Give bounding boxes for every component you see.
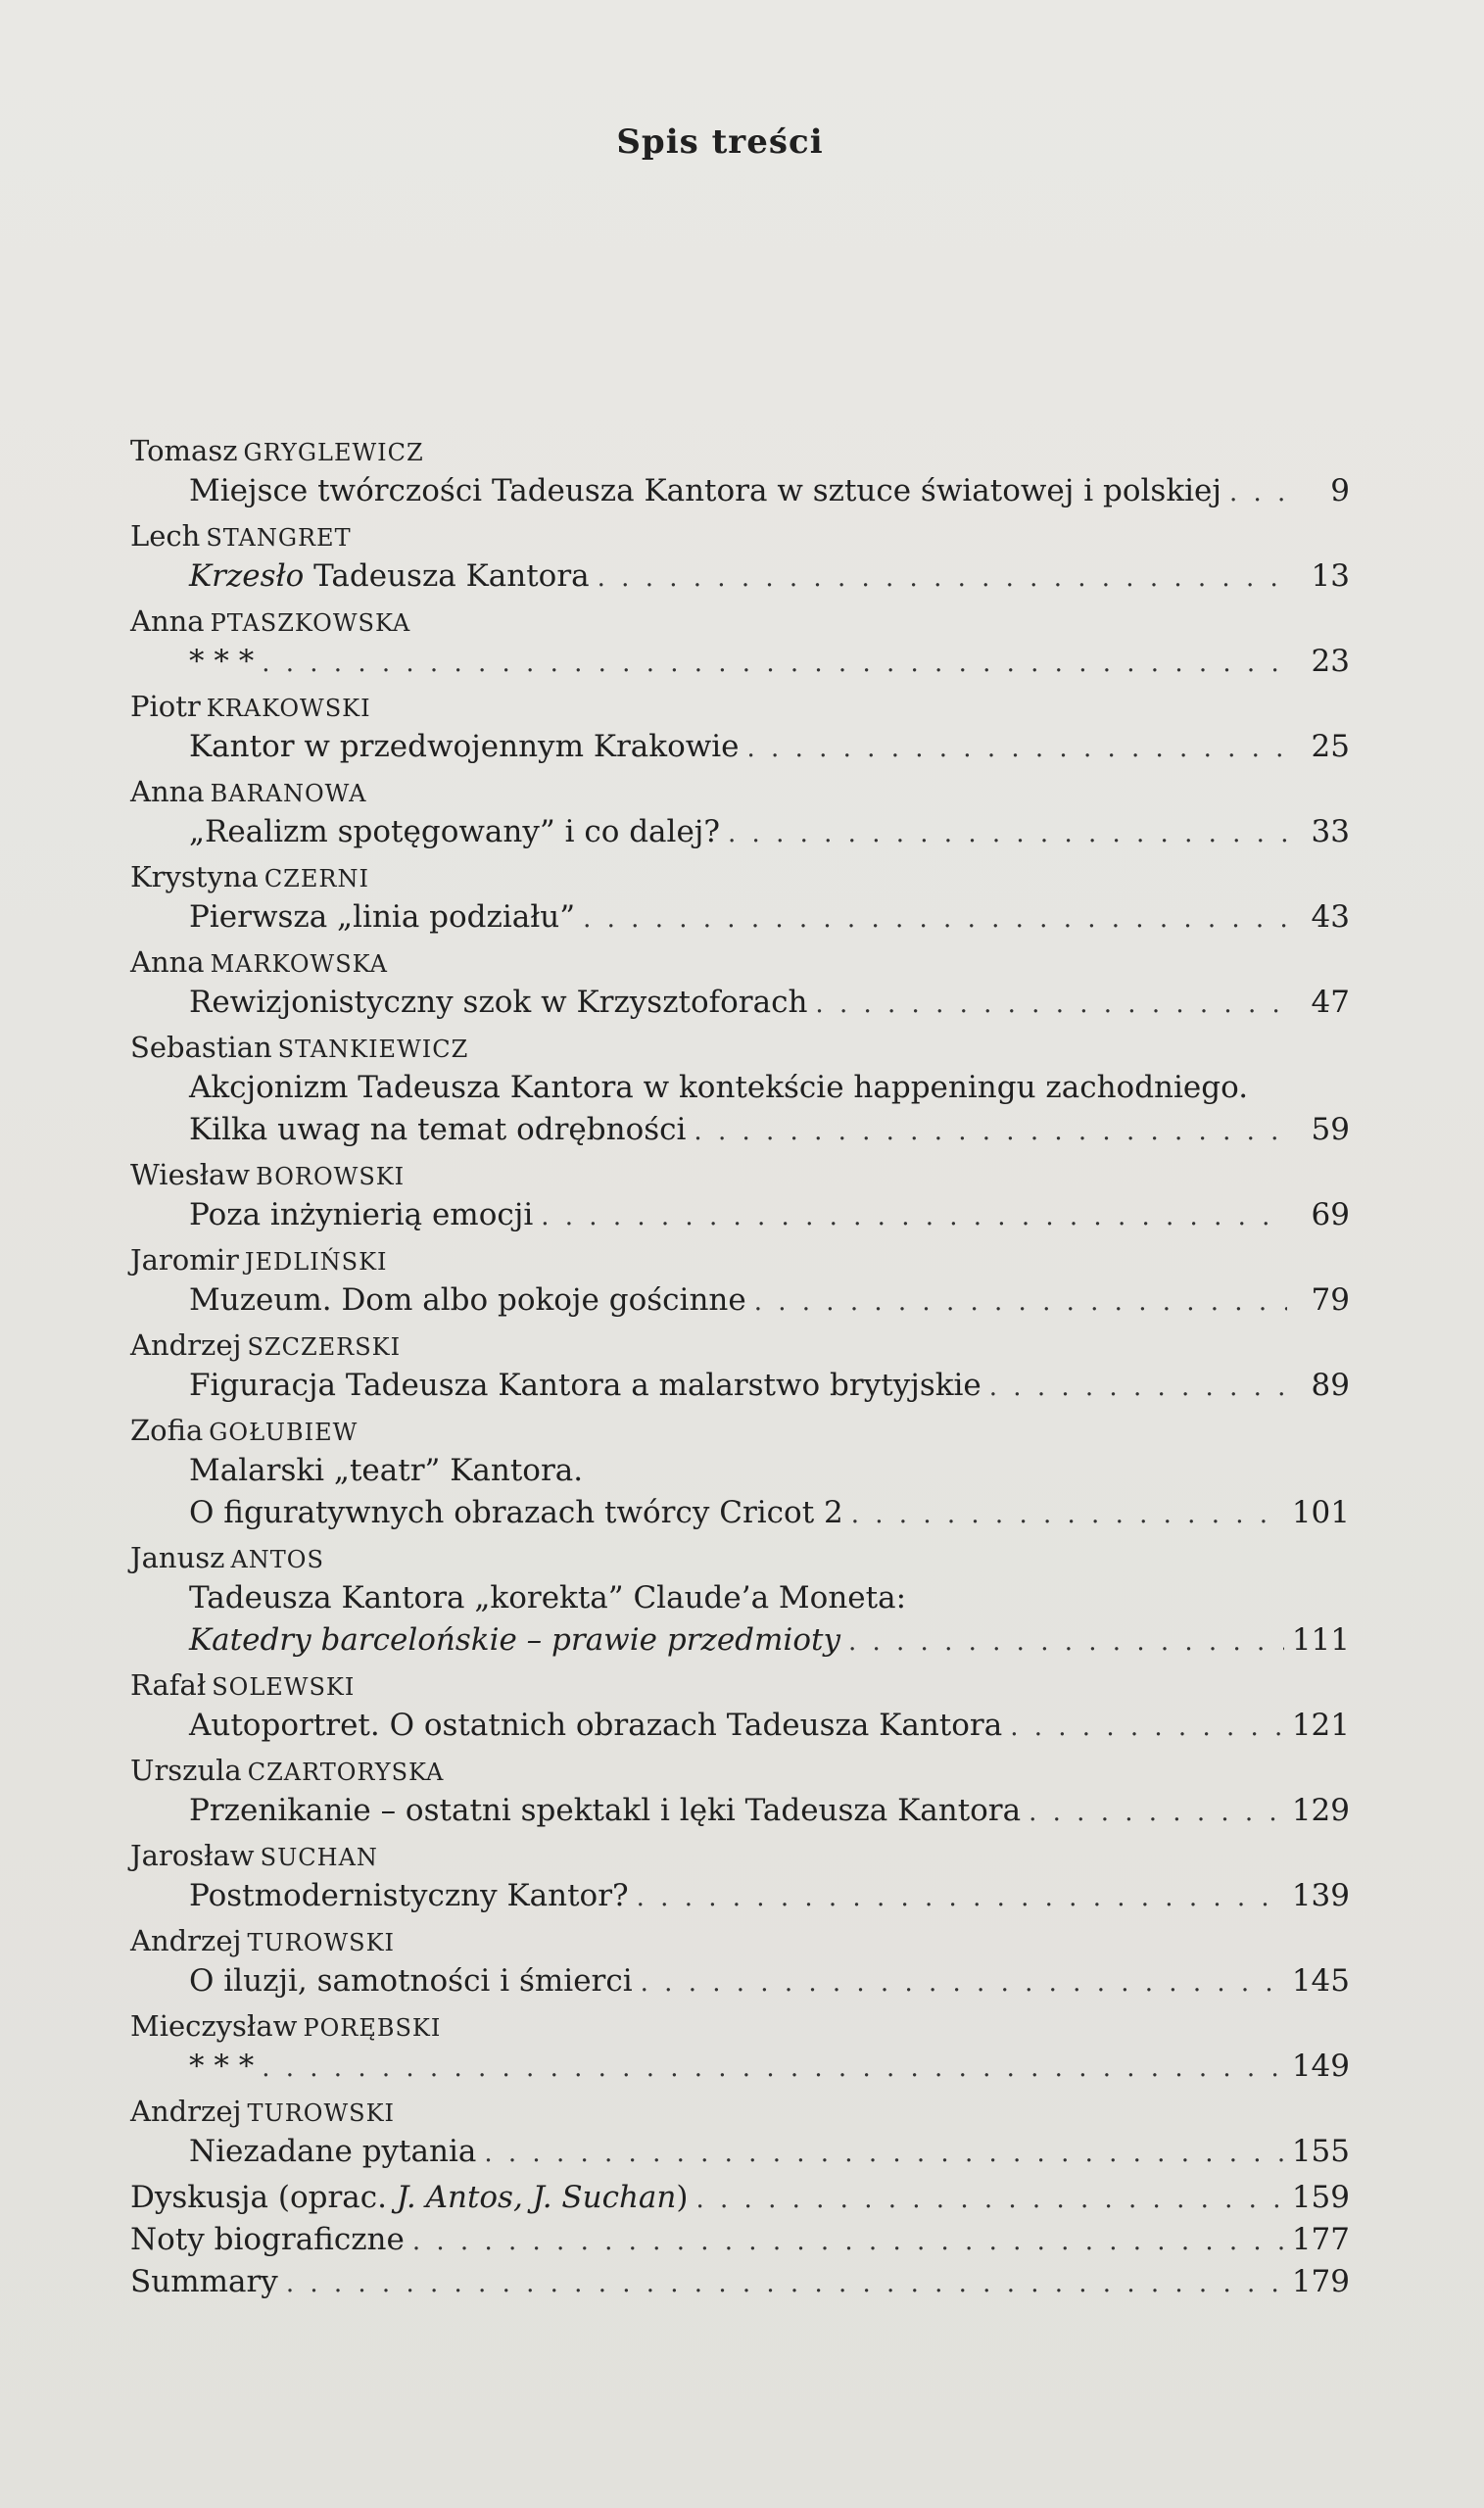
- author-last-name: SZCZERSKI: [247, 1333, 402, 1361]
- toc-entry: [130, 431, 1350, 512]
- chapter-title: Figuracja Tadeusza Kantora a malarstwo brytyjskie: [189, 1368, 981, 1403]
- toc-entry: [130, 1921, 1350, 2002]
- page-number: 155: [1291, 2134, 1350, 2169]
- toc-entry: [130, 687, 1350, 768]
- toc-entry: [130, 1836, 1350, 1917]
- toc-entry: [130, 857, 1350, 939]
- author-first-name: Mieczysław: [130, 2009, 298, 2043]
- toc-entry: [130, 1411, 1350, 1534]
- dot-leader: [262, 2048, 1284, 2090]
- toc-line: [130, 1790, 1350, 1832]
- toc-entry: [130, 1240, 1350, 1322]
- dot-leader: [637, 1877, 1284, 1919]
- chapter-title: * * *: [189, 2049, 255, 2084]
- page-title: Spis treści: [616, 122, 824, 162]
- chapter-title: Kantor w przedwojennym Krakowie: [189, 729, 740, 764]
- dot-leader: [262, 643, 1287, 685]
- author-name: [130, 1326, 1350, 1365]
- author-first-name: Andrzej: [130, 2095, 242, 2128]
- author-last-name: CZARTORYSKA: [247, 1759, 445, 1786]
- page-number: 139: [1291, 1878, 1350, 1913]
- toc-entry: [130, 516, 1350, 598]
- author-first-name: Anna: [130, 604, 205, 638]
- chapter-title: Poza inżynierią emocji: [189, 1197, 534, 1232]
- toc-line: [130, 2046, 1350, 2088]
- author-name: [130, 1155, 1350, 1194]
- author-first-name: Urszula: [130, 1754, 242, 1787]
- dot-leader: [851, 1494, 1284, 1536]
- page-number: 59: [1311, 1112, 1350, 1147]
- dot-leader: [747, 728, 1287, 770]
- dot-leader: [1229, 472, 1287, 514]
- dot-leader: [412, 2221, 1284, 2263]
- page-number: 89: [1311, 1368, 1350, 1403]
- chapter-title: Noty biograficzne: [130, 2222, 405, 2257]
- author-first-name: Jarosław: [130, 1839, 255, 1872]
- author-last-name: STANGRET: [206, 524, 352, 552]
- toc-line: [130, 811, 1350, 853]
- dot-leader: [1029, 1792, 1284, 1834]
- chapter-title: „Realizm spotęgowany” i co dalej?: [189, 814, 721, 849]
- dot-leader: [286, 2263, 1284, 2305]
- author-first-name: Janusz: [130, 1541, 225, 1574]
- discussion-close-paren: ): [676, 2180, 689, 2215]
- toc-line: [130, 1492, 1350, 1534]
- chapter-title: Summary: [130, 2264, 278, 2299]
- author-last-name: PTASZKOWSKA: [210, 609, 411, 637]
- toc-line: [130, 470, 1350, 512]
- author-name: [130, 687, 1350, 726]
- author-name: [130, 1751, 1350, 1790]
- author-last-name: TUROWSKI: [247, 2099, 395, 2127]
- page-number: 13: [1311, 558, 1350, 594]
- toc-line: [130, 1194, 1350, 1236]
- author-last-name: PORĘBSKI: [303, 2014, 442, 2042]
- chapter-title: Kilka uwag na temat odrębności: [189, 1112, 687, 1147]
- author-name: [130, 1028, 1350, 1067]
- toc-line: [130, 982, 1350, 1024]
- author-name: [130, 516, 1350, 555]
- author-last-name: JEDLIŃSKI: [244, 1248, 388, 1276]
- toc-entry: [130, 942, 1350, 1024]
- author-first-name: Sebastian: [130, 1031, 272, 1064]
- chapter-title: O figuratywnych obrazach twórcy Cricot 2: [189, 1495, 843, 1530]
- chapter-title-line: Malarski „teatr” Kantora.: [189, 1453, 584, 1488]
- page-number: 25: [1311, 729, 1350, 764]
- author-last-name: GRYGLEWICZ: [243, 439, 424, 466]
- dot-leader: [728, 813, 1287, 855]
- page-number: 47: [1311, 985, 1350, 1020]
- chapter-title: Przenikanie – ostatni spektakl i lęki Tadeusza Kantora: [189, 1793, 1022, 1828]
- author-name: [130, 2006, 1350, 2046]
- toc-entry: [130, 772, 1350, 853]
- page-number: 69: [1311, 1197, 1350, 1232]
- author-first-name: Andrzej: [130, 1328, 242, 1362]
- toc-entry: [130, 2006, 1350, 2088]
- author-last-name: ANTOS: [230, 1546, 324, 1573]
- toc-line: [130, 2131, 1350, 2173]
- page-number: 33: [1311, 814, 1350, 849]
- author-first-name: Anna: [130, 775, 205, 808]
- toc-line-biographical-notes: [130, 2219, 1350, 2261]
- chapter-title: [130, 2177, 689, 2219]
- chapter-title: Muzeum. Dom albo pokoje gościnne: [189, 1282, 746, 1318]
- dot-leader: [641, 1962, 1284, 2004]
- dot-leader: [1010, 1707, 1284, 1749]
- chapter-title: Miejsce twórczości Tadeusza Kantora w sztuce światowej i polskiej: [189, 473, 1221, 508]
- toc-line: [130, 1705, 1350, 1747]
- discussion-editors: J. Antos, J. Suchan: [396, 2180, 677, 2215]
- toc-line: [130, 1279, 1350, 1322]
- author-first-name: Wiesław: [130, 1158, 251, 1191]
- chapter-title: Katedry barcelońskie – prawie przedmioty: [189, 1622, 840, 1658]
- dot-leader: [815, 984, 1287, 1026]
- dot-leader: [696, 2179, 1284, 2221]
- dot-leader: [598, 557, 1287, 600]
- toc-line-discussion: [130, 2177, 1350, 2219]
- author-last-name: CZERNI: [263, 865, 369, 892]
- page-number: 159: [1291, 2180, 1350, 2215]
- dot-leader: [484, 2133, 1283, 2175]
- author-last-name: BOROWSKI: [256, 1163, 406, 1190]
- author-first-name: Krystyna: [130, 860, 259, 893]
- toc-line: [130, 555, 1350, 598]
- author-last-name: KRAKOWSKI: [206, 695, 371, 722]
- toc-entry: [130, 1751, 1350, 1832]
- dot-leader: [694, 1111, 1287, 1153]
- chapter-title-line: Tadeusza Kantora „korekta” Claude’a Moneta:: [189, 1580, 907, 1616]
- author-name: [130, 942, 1350, 982]
- toc-entry: [130, 602, 1350, 683]
- author-last-name: GOŁUBIEW: [209, 1419, 359, 1446]
- dot-leader: [583, 898, 1287, 940]
- author-last-name: BARANOWA: [210, 780, 367, 807]
- chapter-title-italic: Krzesło: [189, 558, 305, 594]
- page-number: 9: [1330, 473, 1350, 508]
- author-name: [130, 1538, 1350, 1577]
- dot-leader: [989, 1367, 1287, 1409]
- page-number: 177: [1291, 2222, 1350, 2257]
- author-last-name: STANKIEWICZ: [277, 1036, 469, 1063]
- chapter-title-line: Akcjonizm Tadeusza Kantora w kontekście happeningu zachodniego.: [189, 1070, 1249, 1105]
- toc-line: [130, 1619, 1350, 1662]
- page-number: 121: [1291, 1708, 1350, 1743]
- table-of-contents: [130, 431, 1350, 2303]
- page-number: 111: [1291, 1622, 1350, 1658]
- author-first-name: Zofia: [130, 1414, 204, 1447]
- chapter-title-rest: Tadeusza Kantora: [304, 558, 590, 594]
- toc-entry: [130, 1326, 1350, 1407]
- author-name: [130, 602, 1350, 641]
- page-number: 79: [1311, 1282, 1350, 1318]
- author-first-name: Anna: [130, 945, 205, 979]
- author-name: [130, 2092, 1350, 2131]
- page-number: 101: [1291, 1495, 1350, 1530]
- page-number: 23: [1311, 644, 1350, 679]
- toc-line: [130, 1875, 1350, 1917]
- author-name: [130, 1836, 1350, 1875]
- author-first-name: Piotr: [130, 690, 201, 723]
- toc-line: [130, 1109, 1350, 1151]
- page-number: 179: [1291, 2264, 1350, 2299]
- toc-line: [130, 1365, 1350, 1407]
- page-number: 149: [1291, 2049, 1350, 2084]
- author-name: [130, 431, 1350, 470]
- chapter-title: Postmodernistyczny Kantor?: [189, 1878, 629, 1913]
- chapter-title: [189, 555, 590, 598]
- toc-entry: [130, 2092, 1350, 2173]
- page-number: 43: [1311, 899, 1350, 935]
- author-first-name: Jaromir: [130, 1243, 239, 1277]
- toc-line-summary: [130, 2261, 1350, 2303]
- author-first-name: Andrzej: [130, 1924, 242, 1957]
- toc-line: [130, 1960, 1350, 2002]
- author-name: [130, 1921, 1350, 1960]
- author-last-name: MARKOWSKA: [210, 950, 388, 978]
- chapter-title: * * *: [189, 644, 255, 679]
- author-name: [130, 1411, 1350, 1450]
- author-last-name: SOLEWSKI: [212, 1673, 356, 1701]
- author-name: [130, 1665, 1350, 1705]
- author-first-name: Rafał: [130, 1668, 207, 1702]
- page-number: 145: [1291, 1963, 1350, 1999]
- toc-entry: [130, 1155, 1350, 1236]
- toc-line: [130, 641, 1350, 683]
- chapter-title: Autoportret. O ostatnich obrazach Tadeusza Kantora: [189, 1708, 1003, 1743]
- chapter-title: Pierwsza „linia podziału”: [189, 899, 576, 935]
- toc-line: [130, 896, 1350, 939]
- dot-leader: [848, 1621, 1284, 1664]
- chapter-title: Rewizjonistyczny szok w Krzysztoforach: [189, 985, 808, 1020]
- toc-entry: [130, 1665, 1350, 1747]
- author-name: [130, 1240, 1350, 1279]
- toc-entry: [130, 1538, 1350, 1662]
- chapter-title: O iluzji, samotności i śmierci: [189, 1963, 633, 1999]
- author-last-name: TUROWSKI: [247, 1929, 395, 1956]
- author-first-name: Lech: [130, 519, 201, 553]
- author-first-name: Tomasz: [130, 434, 238, 467]
- toc-entry: [130, 1028, 1350, 1151]
- dot-leader: [754, 1281, 1287, 1324]
- chapter-title: Niezadane pytania: [189, 2134, 477, 2169]
- toc-line: [130, 726, 1350, 768]
- discussion-label: Dyskusja (oprac.: [130, 2180, 397, 2215]
- author-name: [130, 772, 1350, 811]
- page-number: 129: [1291, 1793, 1350, 1828]
- author-name: [130, 857, 1350, 896]
- dot-leader: [541, 1196, 1287, 1238]
- author-last-name: SUCHAN: [260, 1844, 378, 1871]
